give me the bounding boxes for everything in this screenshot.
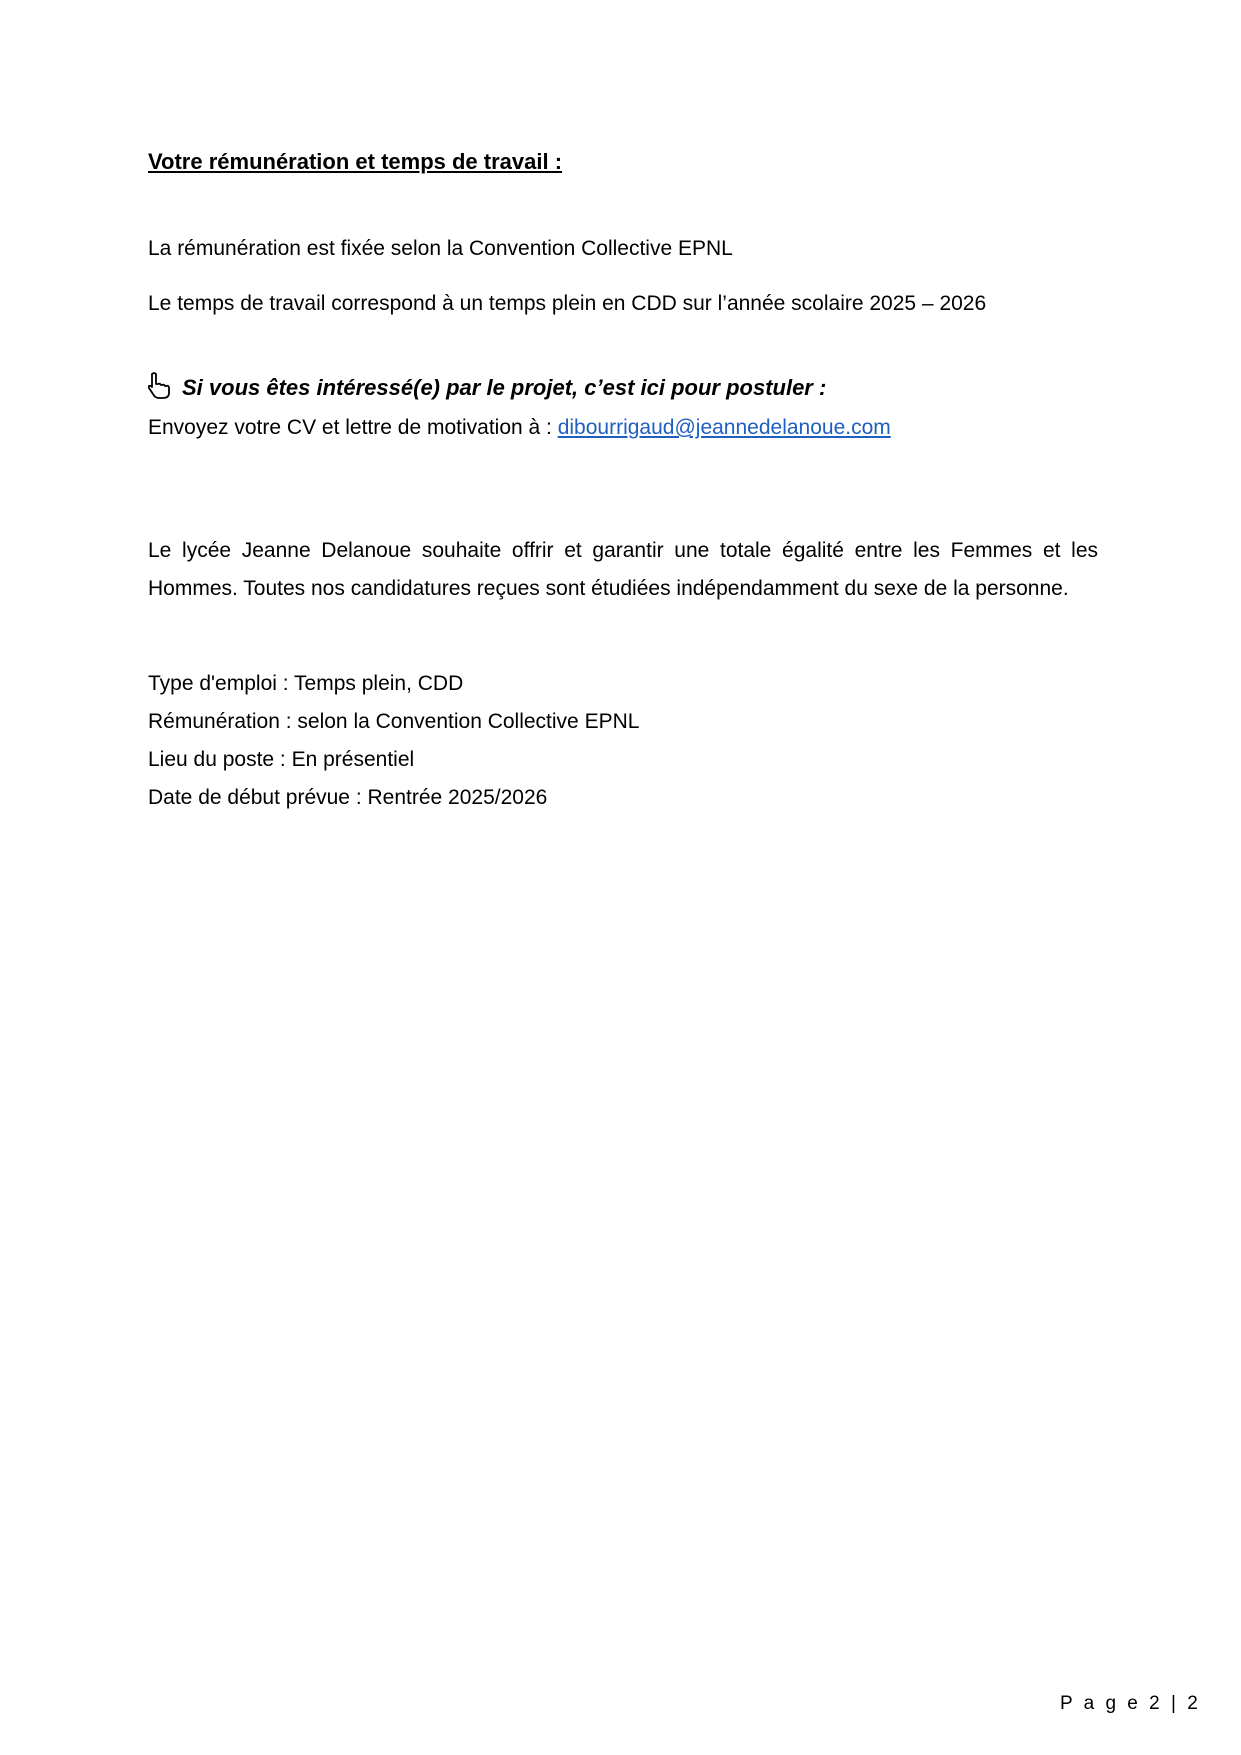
- start-date: Date de début prévue : Rentrée 2025/2026: [148, 786, 548, 809]
- job-location: Lieu du poste : En présentiel: [148, 748, 415, 771]
- working-time-line: Le temps de travail correspond à un temps plein en CDD sur l’année scolaire 2025 – 2026: [148, 292, 987, 315]
- section-title: Votre rémunération et temps de travail :: [148, 149, 563, 174]
- send-prefix: Envoyez votre CV et lettre de motivation à :: [148, 416, 558, 439]
- remuneration-summary: Rémunération : selon la Convention Collective EPNL: [148, 710, 640, 733]
- remuneration-line: La rémunération est fixée selon la Convention Collective EPNL: [148, 237, 733, 260]
- page-number: P a g e 2 | 2: [1060, 1693, 1201, 1714]
- apply-heading-text: Si vous êtes intéressé(e) par le projet, c’est ici pour postuler :: [182, 375, 827, 400]
- equality-paragraph: Le lycée Jeanne Delanoue souhaite offrir et garantir une totale égalité entre les Femmes et les Hommes. Toutes nos candidatures reçues sont étudiées indépendamment du sexe de la personne.: [148, 539, 1098, 600]
- pointing-hand-icon: [148, 372, 174, 400]
- apply-heading: [148, 373, 826, 403]
- employment-type: Type d'emploi : Temps plein, CDD: [148, 672, 464, 695]
- email-link[interactable]: dibourrigaud@jeannedelanoue.com: [557, 416, 891, 439]
- send-line: [148, 414, 891, 442]
